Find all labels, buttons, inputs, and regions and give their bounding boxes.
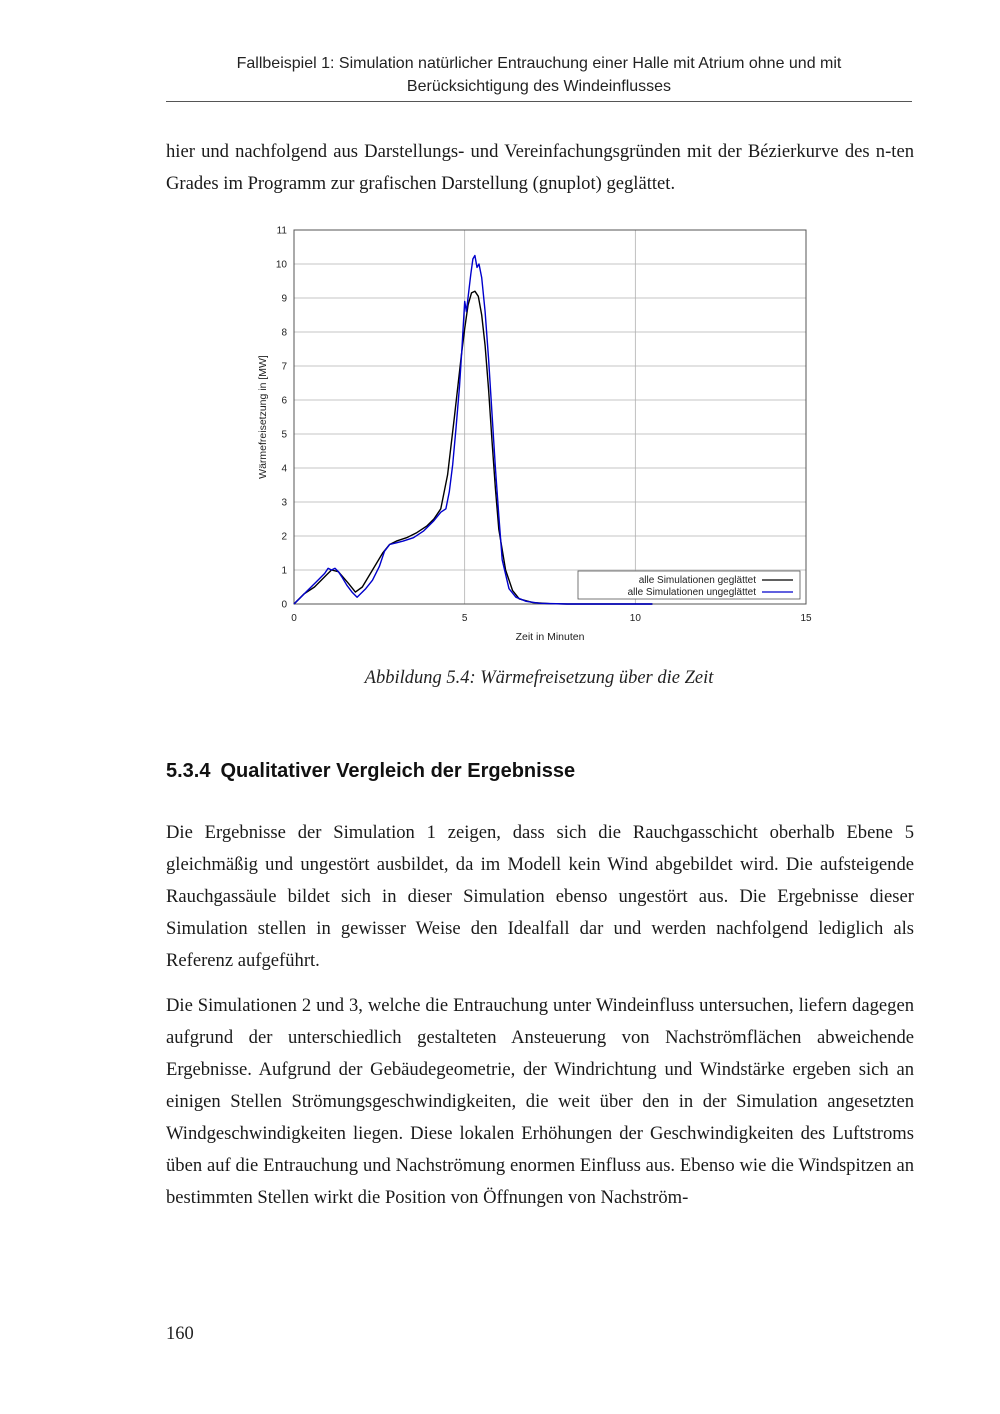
running-header-line-1: Fallbeispiel 1: Simulation natürlicher Entrauchung einer Halle mit Atrium ohne und mit	[236, 55, 842, 72]
legend-label: alle Simulationen ungeglättet	[627, 587, 756, 598]
y-tick-label: 1	[281, 565, 287, 577]
y-tick-label: 7	[281, 361, 287, 373]
body-paragraph-1: Die Ergebnisse der Simulation 1 zeigen, dass sich die Rauchgasschicht oberhalb Ebene 5 gleichmäßig und ungestört ausbildet, da im Modell kein Wind abgebildet wird. Die aufsteigende Rauchgassäule bildet sich in dieser Simulation ebenso ungestört aus. Die Ergebnisse dieser Simulation stellen in gewisser Weise den Idealfall dar und werden nachfolgend lediglich als Referenz aufgeführt.	[166, 822, 914, 971]
y-tick-label: 5	[281, 429, 287, 441]
y-tick-label: 4	[281, 463, 287, 475]
section-title: Qualitativer Vergleich der Ergebnisse	[220, 760, 576, 782]
section-heading	[166, 760, 575, 783]
heat-release-chart	[0, 0, 1000, 660]
y-tick-label: 0	[281, 599, 287, 611]
x-tick-label: 0	[291, 613, 297, 624]
figure-caption: Abbildung 5.4: Wärmefreisetzung über die Zeit	[364, 668, 714, 688]
x-tick-label: 10	[629, 613, 641, 624]
running-header-line-2: Berücksichtigung des Windeinflusses	[406, 78, 672, 95]
y-tick-label: 11	[276, 225, 287, 237]
y-tick-label: 9	[281, 293, 287, 305]
body-paragraph-2: Die Simulationen 2 und 3, welche die Entrauchung unter Windeinfluss untersuchen, liefern dagegen aufgrund der unterschiedlich gestalteten Ansteuerung von Nachströmflächen abweichende Ergebnisse. Aufgrund der Gebäudegeometrie, der Windrichtung und Windstärke ergeben sich an einigen Stellen Strömungsgeschwindigkeiten, die weit über den in der Simulation angesetzten Windgeschwindigkeiten liegen. Diese lokalen Erhöhungen der Geschwindigkeiten des Luftstroms üben auf die Entrauchung und Nachströmung enormen Einfluss aus. Ebenso wie die Windspitzen an bestimmten Stellen wirkt die Position von Öffnungen von Nachström-	[166, 995, 914, 1208]
y-tick-label: 2	[281, 531, 287, 543]
legend-label: alle Simulationen geglättet	[638, 575, 756, 586]
series-line-2	[294, 256, 652, 605]
section-number: 5.3.4	[166, 760, 211, 782]
page-number: 160	[166, 1324, 194, 1344]
x-tick-label: 5	[461, 613, 468, 624]
intro-paragraph: hier und nachfolgend aus Darstellungs- und Vereinfachungsgründen mit der Bézierkurve des n-ten Grades im Programm zur grafischen Darstellung (gnuplot) geglättet.	[166, 141, 914, 194]
plot-frame	[294, 230, 806, 604]
x-tick-label: 15	[800, 613, 812, 624]
y-tick-label: 8	[281, 327, 287, 339]
series-line-1	[294, 291, 652, 604]
y-tick-label: 3	[281, 497, 287, 509]
y-tick-label: 10	[275, 259, 287, 271]
x-axis-label: Zeit in Minuten	[515, 631, 585, 643]
y-tick-label: 6	[281, 395, 287, 407]
y-axis-label: Wärmefreisetzung in [MW]	[257, 355, 269, 479]
